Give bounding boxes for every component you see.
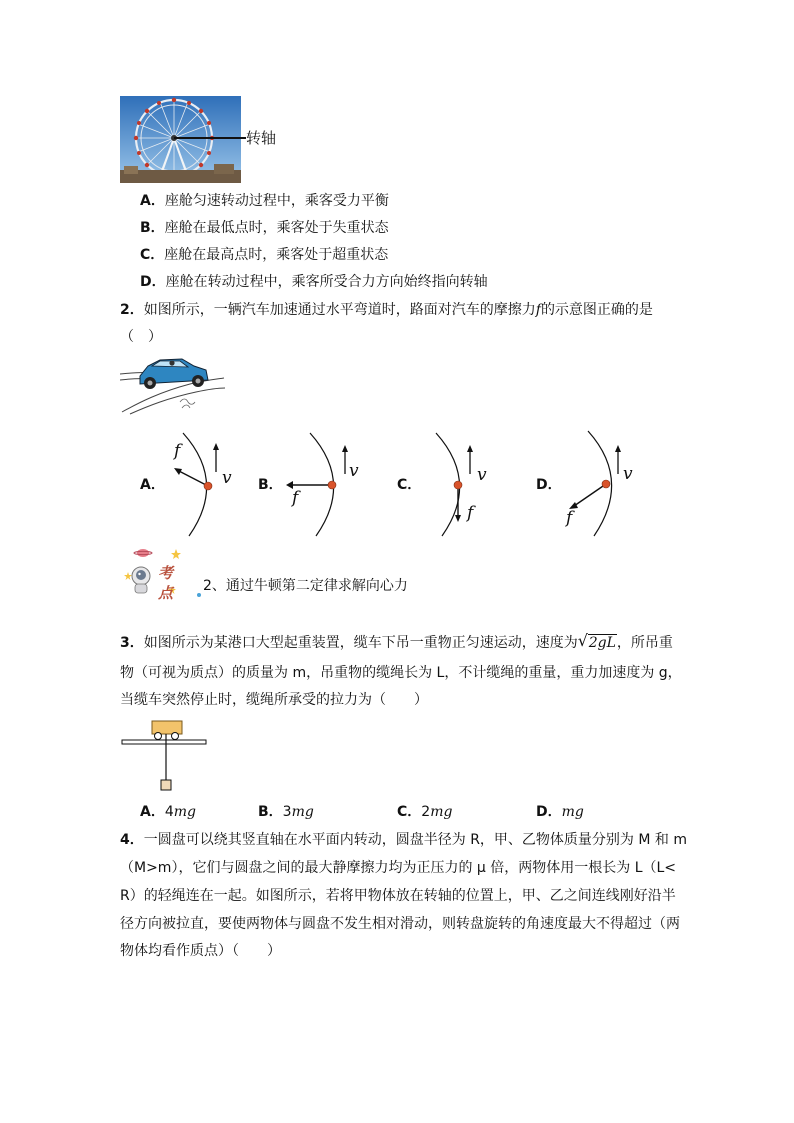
axis-label: 转轴 bbox=[246, 129, 277, 147]
q4-stem-line1: 4．一圆盘可以绕其竖直轴在水平面内转动，圆盘半径为 R，甲、乙物体质量分别为 M 和 m bbox=[120, 832, 687, 848]
q1-option-a: A．座舱匀速转动过程中，乘客受力平衡 bbox=[140, 193, 389, 209]
q2-answer-paren: （ ） bbox=[120, 329, 162, 345]
q1-option-b: B．座舱在最低点时，乘客处于失重状态 bbox=[140, 220, 389, 236]
q2-d-f-label: f bbox=[566, 508, 573, 528]
q2-b-v-label: v bbox=[349, 461, 359, 481]
q3-option-b: B．3mg bbox=[258, 804, 314, 820]
q2-diagram-b bbox=[280, 430, 365, 540]
q3-stem-line2: 物（可视为质点）的质量为 m，吊重物的缆绳长为 L，不计缆绳的重量，重力加速度为 g， bbox=[120, 665, 682, 681]
crane-figure bbox=[120, 715, 210, 795]
q3-option-c: C．2mg bbox=[397, 804, 453, 820]
topic-badge-top-char: 考 bbox=[158, 564, 174, 582]
q4-stem-line3: R）的轻绳连在一起。如图所示，若将甲物体放在转轴的位置上，甲、乙之间连线刚好沿半 bbox=[120, 888, 676, 904]
topic-badge-bottom-char: 点 bbox=[158, 584, 174, 602]
q3-option-a: A．4mg bbox=[140, 804, 197, 820]
axis-pointer-line bbox=[174, 137, 246, 139]
topic-bullet-dot bbox=[197, 593, 201, 597]
q1-option-c: C．座舱在最高点时，乘客处于超重状态 bbox=[140, 247, 389, 263]
topic-badge-icon bbox=[120, 546, 190, 598]
q1-option-d: D．座舱在转动过程中，乘客所受合力方向始终指向转轴 bbox=[140, 274, 488, 290]
q3-stem-line3: 当缆车突然停止时，缆绳所承受的拉力为（ ） bbox=[120, 692, 428, 708]
q2-option-b-label: B． bbox=[258, 477, 283, 493]
q2-option-d-label: D． bbox=[536, 477, 562, 493]
sqrt-expression: √ 2gL bbox=[577, 631, 616, 651]
q4-stem-line2: （M>m），它们与圆盘之间的最大静摩擦力均为正压力的 μ 倍，两物体用一根长为 L（L< bbox=[120, 860, 677, 876]
ferris-wheel-photo bbox=[120, 96, 241, 183]
q2-d-v-label: v bbox=[623, 464, 633, 484]
topic-text: 2、通过牛顿第二定律求解向心力 bbox=[203, 578, 408, 594]
q2-a-f-label: f bbox=[174, 441, 181, 461]
q2-c-v-label: v bbox=[477, 465, 487, 485]
q2-diagram-c bbox=[420, 430, 495, 540]
q2-option-c-label: C． bbox=[397, 477, 422, 493]
q4-stem-line4: 径方向被拉直，要使两物体与圆盘不发生相对滑动，则转盘旋转的角速度最大不得超过（两 bbox=[120, 916, 680, 932]
car-on-curve-illustration bbox=[120, 350, 226, 416]
q2-stem: 2．如图所示，一辆汽车加速通过水平弯道时，路面对汽车的摩擦力f的示意图正确的是 bbox=[120, 302, 653, 318]
q2-option-a-label: A． bbox=[140, 477, 165, 493]
q4-stem-line5: 物体均看作质点）（ ） bbox=[120, 943, 281, 959]
q3-option-d: D．mg bbox=[536, 804, 584, 820]
q2-a-v-label: v bbox=[222, 468, 232, 488]
q2-b-f-label: f bbox=[292, 488, 299, 508]
q2-c-f-label: f bbox=[467, 503, 474, 523]
q3-stem-line1: 3．如图所示为某港口大型起重装置，缆车下吊一重物正匀速运动，速度为 √ 2gL，所吊重 bbox=[120, 631, 673, 651]
